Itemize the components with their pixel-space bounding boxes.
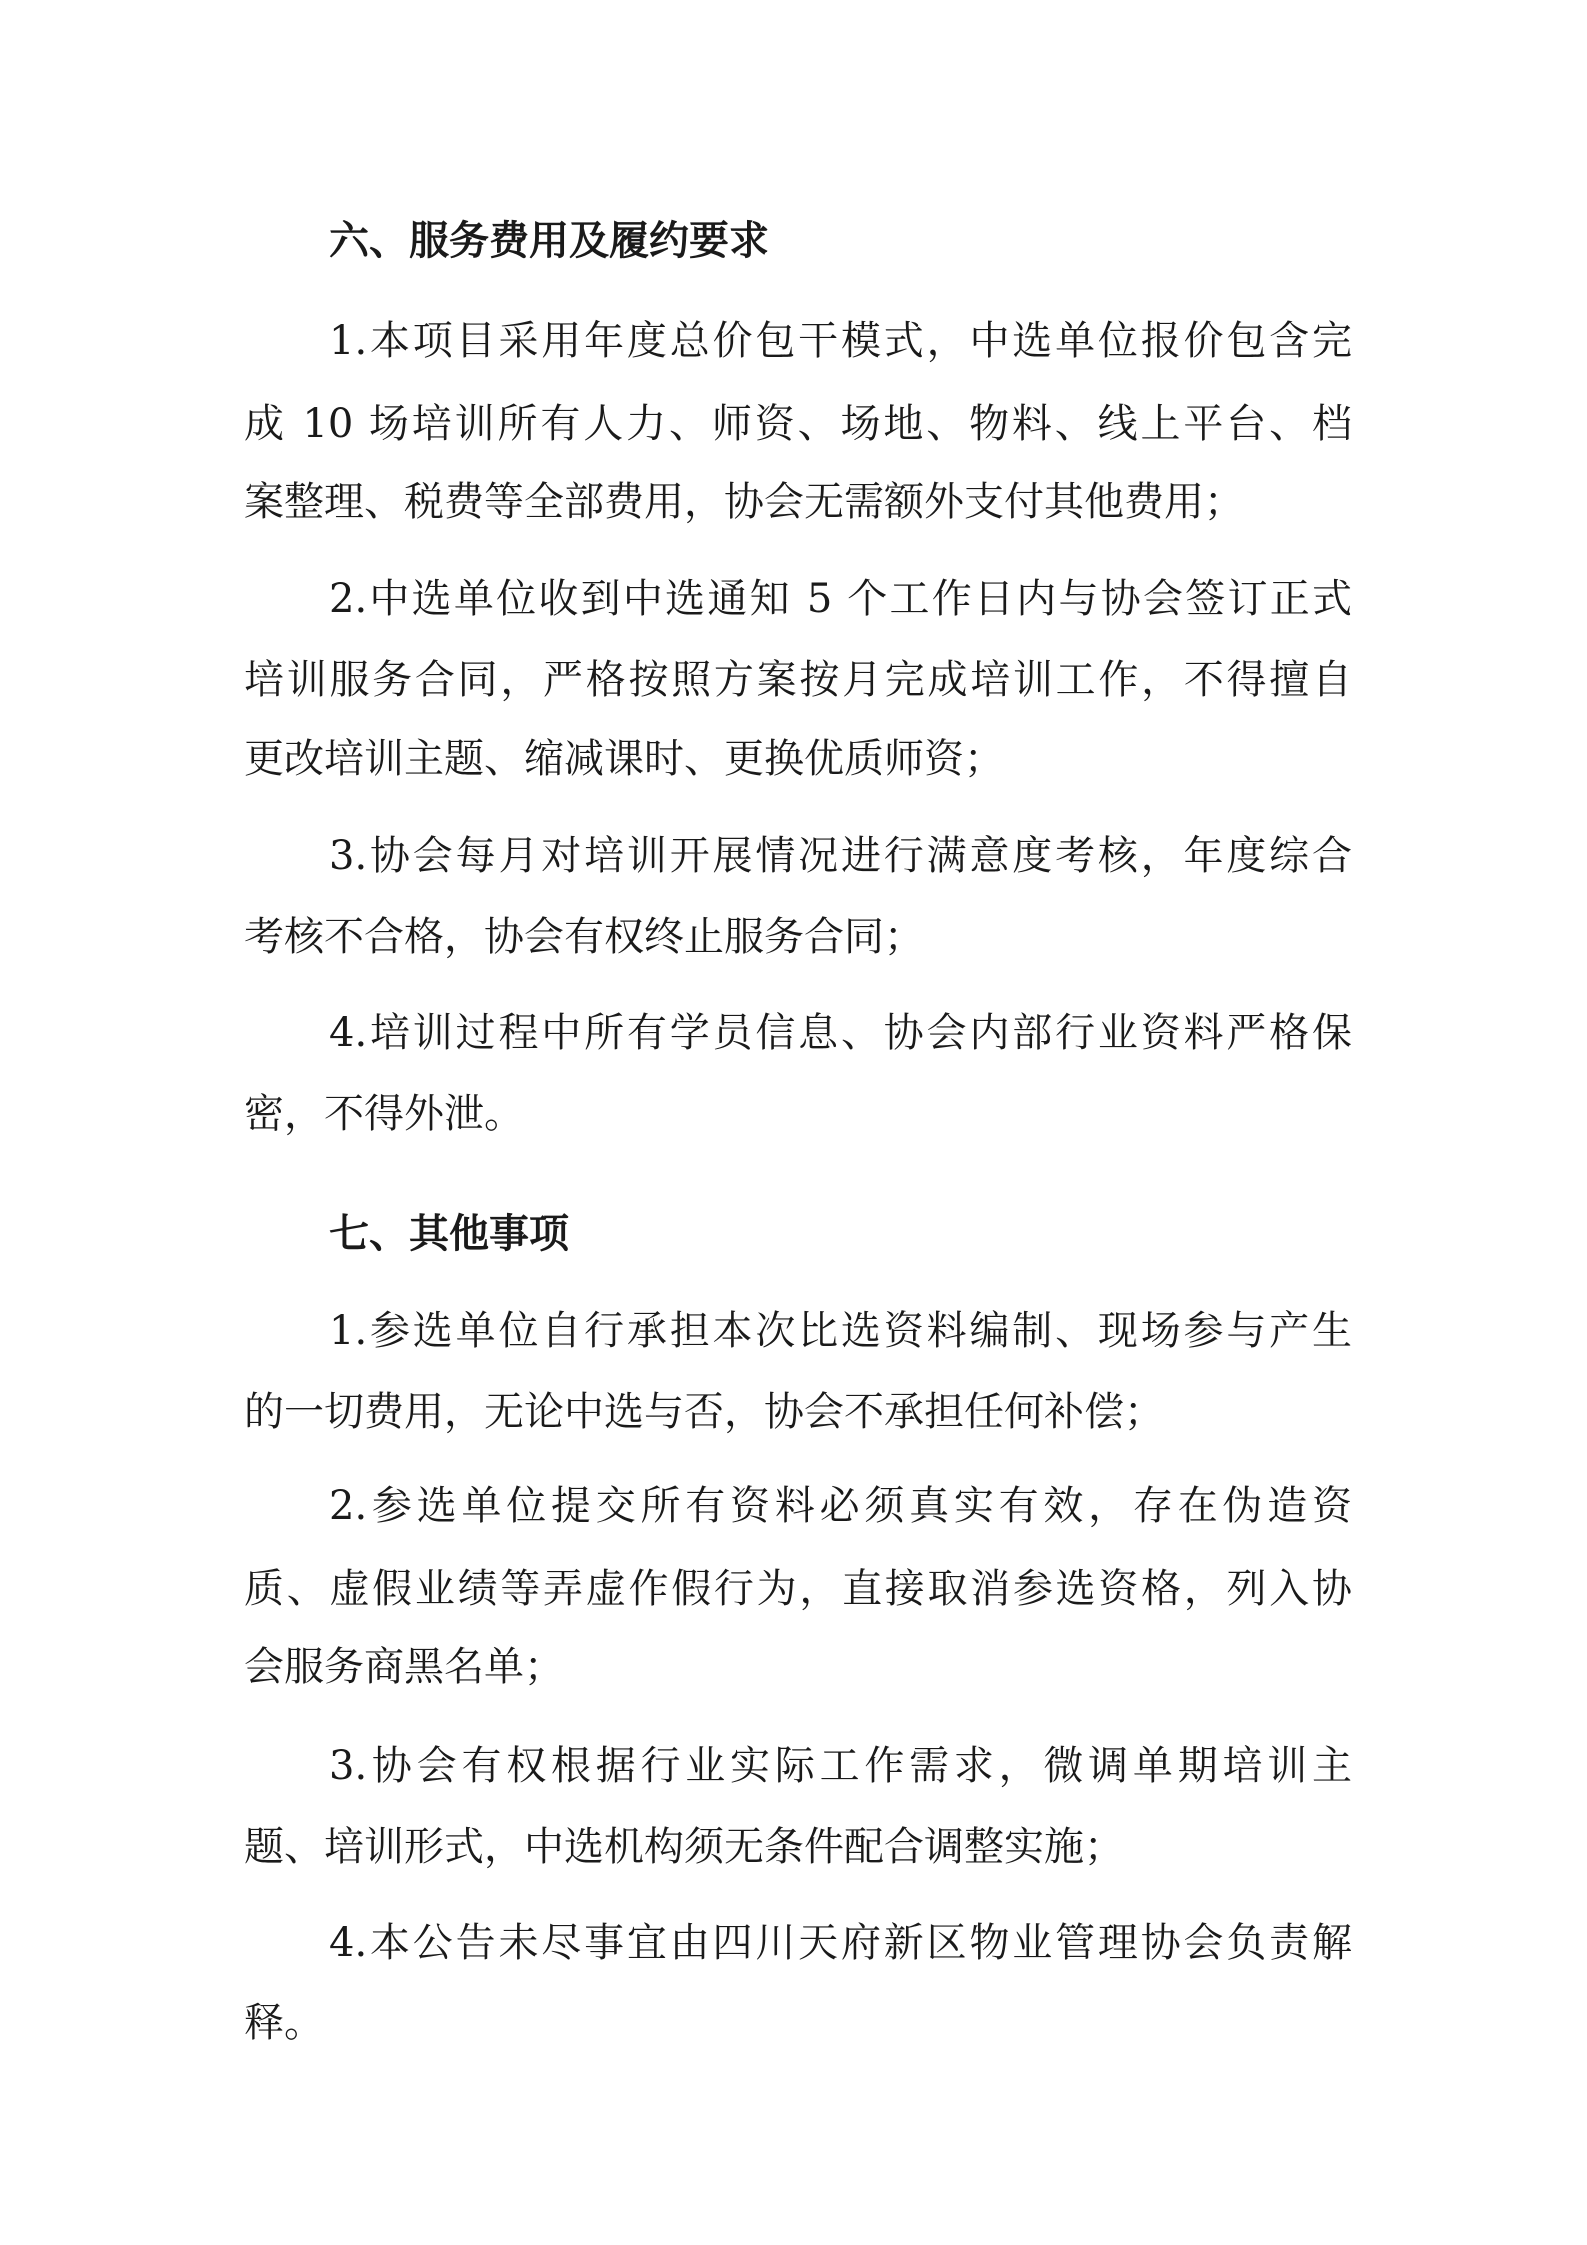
paragraph-6-1-line-3: 案整理、税费等全部费用，协会无需额外支付其他费用； (244, 479, 1244, 525)
paragraph-7-2-line-3: 会服务商黑名单； (244, 1644, 564, 1690)
paragraph-7-3-line-2: 题、培训形式，中选机构须无条件配合调整实施； (244, 1824, 1124, 1870)
section-heading-6: 六、服务费用及履约要求 (329, 218, 769, 264)
paragraph-6-4-line-2: 密，不得外泄。 (244, 1091, 524, 1137)
paragraph-6-3-line-1: 3.协会每月对培训开展情况进行满意度考核，年度综合 (329, 833, 1352, 879)
paragraph-6-1-line-2: 成 10 场培训所有人力、师资、场地、物料、线上平台、档 (244, 401, 1352, 447)
paragraph-6-1-line-1: 1.本项目采用年度总价包干模式，中选单位报价包含完 (329, 318, 1352, 364)
paragraph-7-3-line-1: 3.协会有权根据行业实际工作需求，微调单期培训主 (329, 1743, 1352, 1789)
paragraph-6-2-line-3: 更改培训主题、缩减课时、更换优质师资； (244, 736, 1004, 782)
paragraph-6-2-line-1: 2.中选单位收到中选通知 5 个工作日内与协会签订正式 (329, 576, 1352, 622)
paragraph-7-1-line-1: 1.参选单位自行承担本次比选资料编制、现场参与产生 (329, 1308, 1352, 1354)
paragraph-6-2-line-2: 培训服务合同，严格按照方案按月完成培训工作，不得擅自 (244, 657, 1352, 703)
paragraph-6-3-line-2: 考核不合格，协会有权终止服务合同； (244, 914, 924, 960)
section-heading-7: 七、其他事项 (329, 1211, 569, 1257)
paragraph-6-4-line-1: 4.培训过程中所有学员信息、协会内部行业资料严格保 (329, 1010, 1352, 1056)
paragraph-7-2-line-2: 质、虚假业绩等弄虚作假行为，直接取消参选资格，列入协 (244, 1566, 1352, 1612)
paragraph-7-1-line-2: 的一切费用，无论中选与否，协会不承担任何补偿； (244, 1389, 1164, 1435)
paragraph-7-4-line-2: 释。 (244, 2000, 324, 2046)
paragraph-7-4-line-1: 4.本公告未尽事宜由四川天府新区物业管理协会负责解 (329, 1920, 1352, 1966)
paragraph-7-2-line-1: 2.参选单位提交所有资料必须真实有效，存在伪造资 (329, 1483, 1352, 1529)
